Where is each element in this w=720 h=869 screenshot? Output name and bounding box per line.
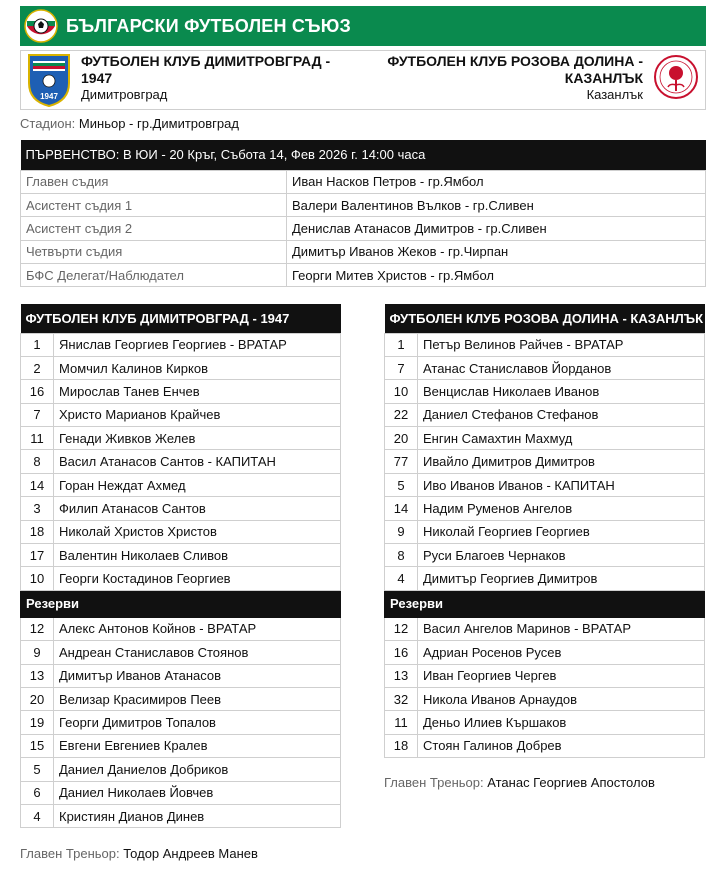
- player-name: Деньо Илиев Кършаков: [418, 711, 705, 734]
- player-row: [21, 403, 341, 426]
- player-name: Надим Руменов Ангелов: [418, 497, 705, 520]
- player-number: 4: [385, 567, 418, 590]
- official-row: [21, 217, 706, 240]
- player-row: [21, 617, 341, 640]
- player-row: [385, 687, 705, 710]
- player-row: [21, 380, 341, 403]
- official-role: Четвърти съдия: [21, 240, 287, 263]
- home-team-name-line1: ФУТБОЛЕН КЛУБ ДИМИТРОВГРАД -: [81, 53, 331, 69]
- player-number: 5: [385, 473, 418, 496]
- player-name: Георги Димитров Топалов: [54, 711, 341, 734]
- player-number: 7: [21, 403, 54, 426]
- player-row: [385, 544, 705, 567]
- official-row: [21, 264, 706, 287]
- player-row: [385, 641, 705, 664]
- reserves-label: Резерви: [21, 590, 341, 617]
- player-number: 16: [21, 380, 54, 403]
- player-row: [21, 711, 341, 734]
- player-name: Руси Благоев Чернаков: [418, 544, 705, 567]
- player-number: 32: [385, 687, 418, 710]
- match-info: ПЪРВЕНСТВО: В ЮИ - 20 Кръг, Събота 14, Фев 2026 г. 14:00 часа: [21, 140, 706, 170]
- player-number: 2: [21, 356, 54, 379]
- player-number: 18: [21, 520, 54, 543]
- federation-title: БЪЛГАРСКИ ФУТБОЛЕН СЪЮЗ: [66, 15, 351, 36]
- stadium-value: Миньор - гр.Димитровград: [78, 116, 239, 131]
- player-name: Янислав Георгиев Георгиев - ВРАТАР: [54, 333, 341, 356]
- player-number: 12: [385, 617, 418, 640]
- official-row: [21, 170, 706, 193]
- player-row: [21, 544, 341, 567]
- player-number: 6: [21, 781, 54, 804]
- player-name: Даниел Николаев Йовчев: [54, 781, 341, 804]
- home-team: [27, 53, 330, 107]
- player-row: [385, 497, 705, 520]
- official-role: Асистент съдия 1: [21, 193, 287, 216]
- player-row: [21, 758, 341, 781]
- player-row: [21, 804, 341, 827]
- official-name: Димитър Иванов Жеков - гр.Чирпан: [287, 240, 706, 263]
- player-row: [385, 520, 705, 543]
- player-name: Васил Ангелов Маринов - ВРАТАР: [418, 617, 705, 640]
- player-number: 10: [21, 567, 54, 590]
- player-name: Николай Георгиев Георгиев: [418, 520, 705, 543]
- player-name: Георги Костадинов Георгиев: [54, 567, 341, 590]
- player-row: [21, 473, 341, 496]
- coach-label: Главен Треньор:: [384, 775, 484, 790]
- player-name: Енгин Самахтин Махмуд: [418, 427, 705, 450]
- dimitrovgrad-crest-icon: [27, 53, 71, 107]
- player-name: Венцислав Николаев Иванов: [418, 380, 705, 403]
- officials-table: [20, 140, 706, 287]
- player-number: 16: [385, 641, 418, 664]
- player-row: [21, 781, 341, 804]
- player-number: 9: [21, 641, 54, 664]
- player-row: [385, 664, 705, 687]
- player-number: 11: [385, 711, 418, 734]
- away-lineup-table: [384, 304, 705, 758]
- official-role: Асистент съдия 2: [21, 217, 287, 240]
- teams-panel: [20, 50, 706, 110]
- player-name: Момчил Калинов Кирков: [54, 356, 341, 379]
- player-name: Алекс Антонов Койнов - ВРАТАР: [54, 617, 341, 640]
- svg-text:1947: 1947: [40, 92, 58, 101]
- player-row: [21, 427, 341, 450]
- official-name: Денислав Атанасов Димитров - гр.Сливен: [287, 217, 706, 240]
- home-team-city: Димитровград: [81, 87, 168, 102]
- official-role: Главен съдия: [21, 170, 287, 193]
- player-name: Даниел Стефанов Стефанов: [418, 403, 705, 426]
- player-name: Николай Христов Христов: [54, 520, 341, 543]
- reserves-label: Резерви: [385, 590, 705, 617]
- player-name: Иво Иванов Иванов - КАПИТАН: [418, 473, 705, 496]
- player-number: 8: [385, 544, 418, 567]
- player-row: [385, 567, 705, 590]
- player-number: 14: [385, 497, 418, 520]
- player-number: 20: [21, 687, 54, 710]
- player-name: Христо Марианов Крайчев: [54, 403, 341, 426]
- player-row: [21, 497, 341, 520]
- player-number: 1: [385, 333, 418, 356]
- rozova-dolina-crest-icon: [653, 53, 699, 103]
- away-lineup-title: ФУТБОЛЕН КЛУБ РОЗОВА ДОЛИНА - КАЗАНЛЪК: [385, 304, 705, 333]
- player-row: [21, 356, 341, 379]
- player-name: Евгени Евгениев Кралев: [54, 734, 341, 757]
- player-number: 17: [21, 544, 54, 567]
- home-lineup-title: ФУТБОЛЕН КЛУБ ДИМИТРОВГРАД - 1947: [21, 304, 341, 333]
- player-row: [21, 450, 341, 473]
- player-name: Андреан Станиславов Стоянов: [54, 641, 341, 664]
- player-row: [385, 473, 705, 496]
- player-row: [21, 567, 341, 590]
- player-name: Валентин Николаев Сливов: [54, 544, 341, 567]
- player-number: 9: [385, 520, 418, 543]
- player-number: 1: [21, 333, 54, 356]
- player-number: 77: [385, 450, 418, 473]
- player-name: Петър Велинов Райчев - ВРАТАР: [418, 333, 705, 356]
- coach-name: Тодор Андреев Манев: [123, 846, 258, 861]
- header-bar: [20, 6, 706, 46]
- player-name: Генади Живков Желев: [54, 427, 341, 450]
- official-name: Иван Насков Петров - гр.Ямбол: [287, 170, 706, 193]
- player-row: [385, 617, 705, 640]
- away-team-name-line1: ФУТБОЛЕН КЛУБ РОЗОВА ДОЛИНА -: [387, 53, 643, 69]
- player-name: Атанас Станиславов Йорданов: [418, 356, 705, 379]
- player-row: [21, 687, 341, 710]
- player-name: Иван Георгиев Чергев: [418, 664, 705, 687]
- official-name: Валери Валентинов Вълков - гр.Сливен: [287, 193, 706, 216]
- away-team: [387, 53, 699, 103]
- player-number: 5: [21, 758, 54, 781]
- official-row: [21, 193, 706, 216]
- away-team-name-line2: КАЗАНЛЪК: [564, 70, 643, 86]
- player-number: 10: [385, 380, 418, 403]
- player-name: Ивайло Димитров Димитров: [418, 450, 705, 473]
- player-number: 22: [385, 403, 418, 426]
- player-number: 15: [21, 734, 54, 757]
- player-name: Адриан Росенов Русев: [418, 641, 705, 664]
- player-number: 20: [385, 427, 418, 450]
- official-role: БФС Делегат/Наблюдател: [21, 264, 287, 287]
- player-name: Кристиян Дианов Динев: [54, 804, 341, 827]
- player-number: 13: [21, 664, 54, 687]
- player-row: [21, 333, 341, 356]
- reserves-header: [21, 590, 341, 617]
- player-row: [385, 356, 705, 379]
- player-number: 4: [21, 804, 54, 827]
- player-row: [385, 333, 705, 356]
- player-row: [385, 734, 705, 757]
- player-row: [21, 641, 341, 664]
- player-name: Велизар Красимиров Пеев: [54, 687, 341, 710]
- player-number: 19: [21, 711, 54, 734]
- player-name: Горан Неждат Ахмед: [54, 473, 341, 496]
- reserves-header: [385, 590, 705, 617]
- player-row: [385, 403, 705, 426]
- player-row: [385, 711, 705, 734]
- away-coach: [384, 775, 655, 790]
- player-row: [385, 427, 705, 450]
- stadium-line: [20, 116, 239, 131]
- player-row: [385, 380, 705, 403]
- home-lineup-table: [20, 304, 341, 828]
- player-name: Стоян Галинов Добрев: [418, 734, 705, 757]
- home-coach: [20, 846, 258, 861]
- player-row: [21, 664, 341, 687]
- player-row: [21, 734, 341, 757]
- official-name: Георги Митев Христов - гр.Ямбол: [287, 264, 706, 287]
- player-name: Васил Атанасов Сантов - КАПИТАН: [54, 450, 341, 473]
- player-row: [21, 520, 341, 543]
- player-name: Мирослав Танев Енчев: [54, 380, 341, 403]
- player-number: 11: [21, 427, 54, 450]
- player-name: Никола Иванов Арнаудов: [418, 687, 705, 710]
- official-row: [21, 240, 706, 263]
- coach-name: Атанас Георгиев Апостолов: [487, 775, 655, 790]
- player-number: 7: [385, 356, 418, 379]
- bfs-logo-icon: [24, 9, 58, 43]
- player-row: [385, 450, 705, 473]
- player-number: 18: [385, 734, 418, 757]
- player-name: Филип Атанасов Сантов: [54, 497, 341, 520]
- player-number: 8: [21, 450, 54, 473]
- player-number: 12: [21, 617, 54, 640]
- player-number: 13: [385, 664, 418, 687]
- player-name: Димитър Иванов Атанасов: [54, 664, 341, 687]
- home-team-name-line2: 1947: [81, 70, 113, 86]
- player-number: 3: [21, 497, 54, 520]
- stadium-label: Стадион:: [20, 116, 76, 131]
- coach-label: Главен Треньор:: [20, 846, 120, 861]
- player-name: Димитър Георгиев Димитров: [418, 567, 705, 590]
- player-name: Даниел Даниелов Добриков: [54, 758, 341, 781]
- player-number: 14: [21, 473, 54, 496]
- away-team-city: Казанлък: [586, 87, 643, 102]
